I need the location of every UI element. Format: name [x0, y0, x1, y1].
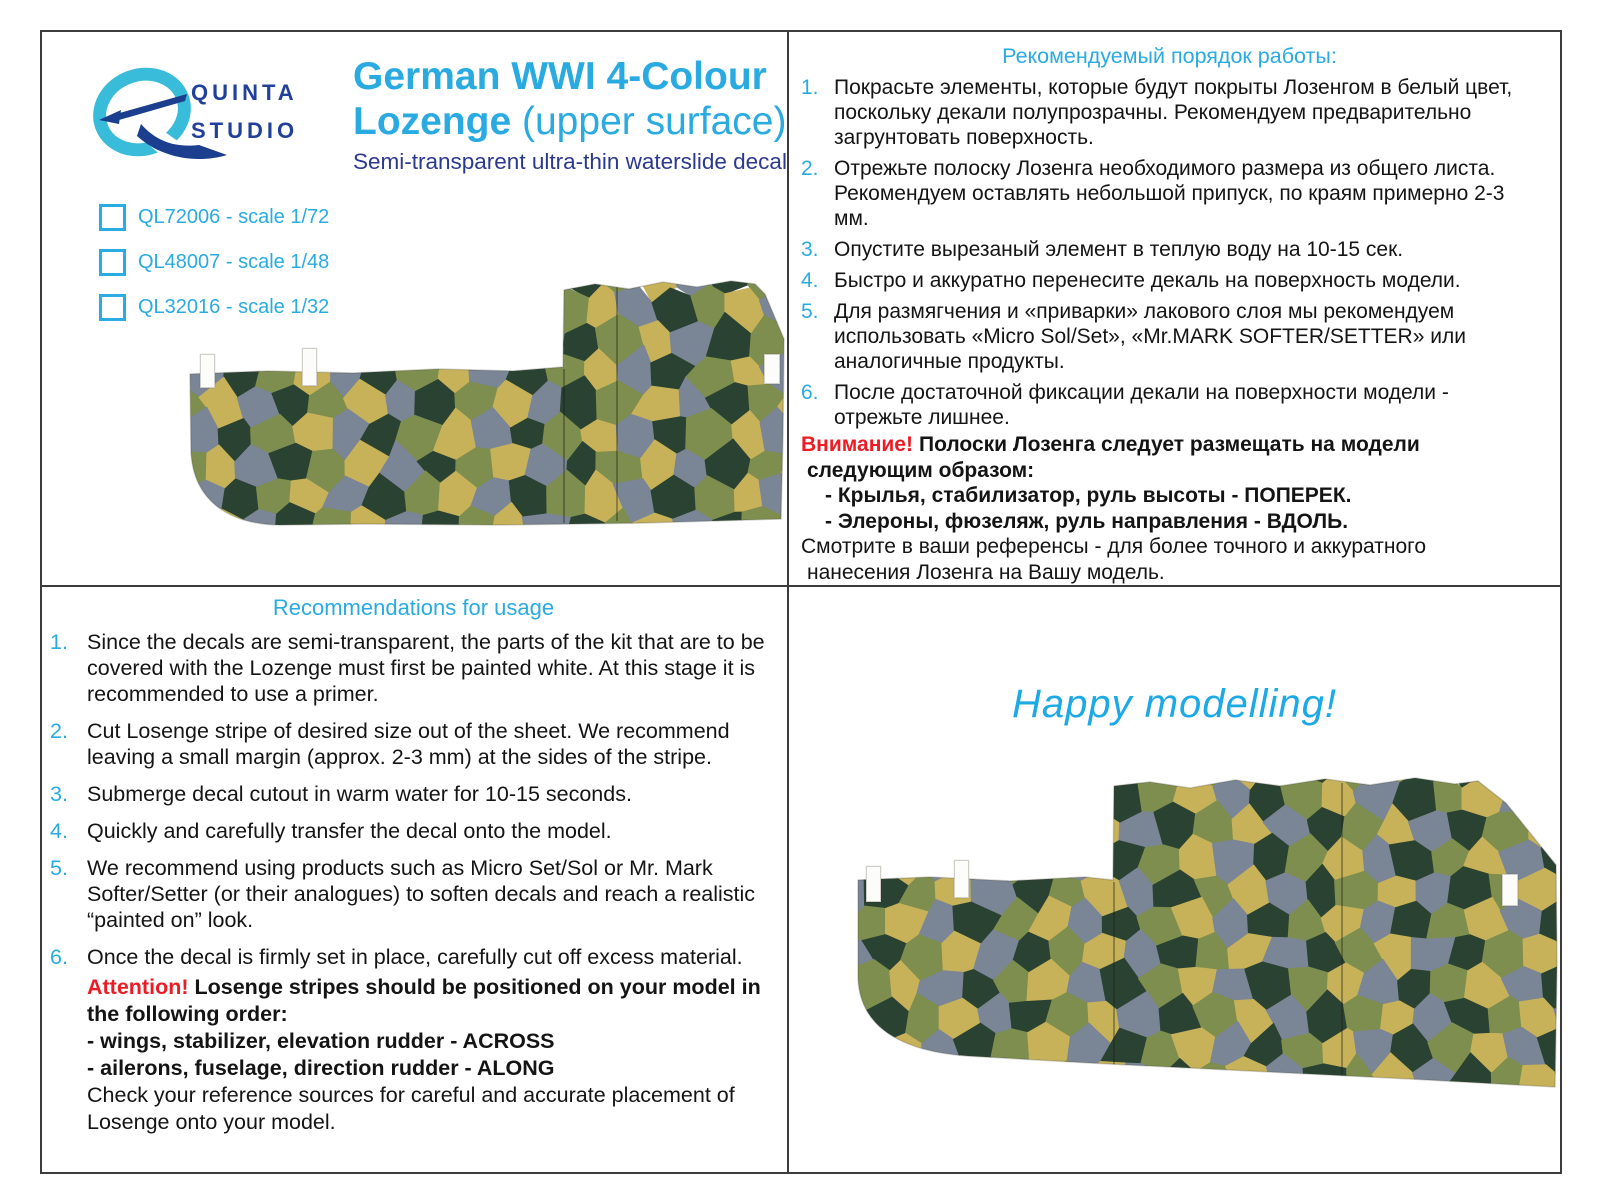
- item-number: 2.: [50, 719, 68, 743]
- product-variant-row: [99, 249, 329, 276]
- logo-arrow-shaft: [109, 94, 187, 120]
- hanging-tab: [302, 348, 317, 386]
- product-title-block: [353, 54, 787, 177]
- checkbox-icon: [99, 249, 126, 276]
- attention-label: Внимание!: [801, 433, 913, 456]
- item-text: Быстро и аккуратно перенесите декаль на поверхность модели.: [834, 269, 1461, 292]
- attention-bullet: - wings, stabilizer, elevation rudder - ACROSS: [87, 1029, 555, 1053]
- attention-note: нанесения Лозенга на Вашу модель.: [807, 560, 1165, 584]
- item-number: 1.: [801, 76, 819, 99]
- item-text: Once the decal is firmly set in place, carefully cut off excess material.: [87, 945, 743, 969]
- product-variant-label: QL72006 - scale 1/72: [138, 206, 330, 228]
- hanging-tab: [200, 354, 215, 388]
- attention-note: Смотрите в ваши референсы - для более точного и аккуратного: [801, 535, 1426, 558]
- english-attention-block: [50, 974, 777, 1136]
- item-number: 1.: [50, 630, 68, 654]
- item-text: Cut Losenge stripe of desired size out of the sheet. We recommend leaving a small margin (approx. 2-3 mm) at the sides of the stripe.: [87, 719, 730, 769]
- list-item: [50, 944, 777, 970]
- list-item: [801, 268, 1538, 293]
- product-variant-label: QL32016 - scale 1/32: [138, 296, 330, 318]
- item-number: 6.: [801, 381, 819, 404]
- item-number: 4.: [801, 269, 819, 292]
- product-title-line1: German WWI 4-Colour: [353, 55, 767, 98]
- product-title-line2: [353, 99, 787, 144]
- attention-note: Check your reference sources for careful and accurate placement of Losenge onto your model.: [87, 1083, 735, 1134]
- quinta-studio-logo: [85, 58, 300, 170]
- list-item: [801, 237, 1538, 262]
- english-instructions: [42, 587, 787, 1172]
- lozenge-decal-sheet-photo: [183, 277, 787, 529]
- item-text: Since the decals are semi-transparent, the parts of the kit that are to be covered with the Lozenge must first be painted white. At this stage it is recommended to use a primer.: [87, 630, 765, 706]
- item-number: 2.: [801, 157, 819, 180]
- hanging-tab: [764, 354, 780, 384]
- item-number: 3.: [50, 782, 68, 806]
- attention-line: [87, 974, 777, 1028]
- item-text: После достаточной фиксации декали на поверхности модели - отрежьте лишнее.: [834, 381, 1449, 429]
- list-item: [50, 718, 777, 770]
- list-item: [801, 156, 1538, 231]
- list-item: [50, 629, 777, 707]
- item-number: 4.: [50, 819, 68, 843]
- list-item: [50, 855, 777, 933]
- lozenge-decal-sheet-photo: [850, 765, 1560, 1095]
- item-text: Опустите вырезаный элемент в теплую воду на 10-15 сек.: [834, 238, 1404, 261]
- russian-title: Рекомендуемый порядок работы:: [1002, 44, 1337, 68]
- list-item: [50, 781, 777, 807]
- item-number: 5.: [50, 856, 68, 880]
- item-number: 5.: [801, 300, 819, 323]
- attention-text: Losenge stripes should be positioned on your model in the following order:: [87, 975, 761, 1026]
- item-text: Отрежьте полоску Лозенга необходимого размера из общего листа. Рекомендуем оставлять небольшой припуск, по краям примерно 2-3 мм.: [834, 157, 1505, 230]
- list-item: [801, 75, 1538, 150]
- attention-text: Полоски Лозенга следует размещать на модели: [918, 433, 1420, 456]
- attention-label: Attention!: [87, 975, 189, 999]
- item-text: Submerge decal cutout in warm water for 10-15 seconds.: [87, 782, 632, 806]
- product-variant-label: QL48007 - scale 1/48: [138, 251, 330, 273]
- product-title-lozenge: Lozenge: [353, 100, 512, 143]
- attention-line: [801, 432, 1538, 458]
- russian-attention-block: [801, 432, 1538, 585]
- logo-text-line1: QUINTA: [191, 80, 298, 105]
- hanging-tab: [1502, 874, 1518, 906]
- product-subtitle: Semi-transparent ultra-thin waterslide decal: [353, 149, 787, 174]
- item-text: We recommend using products such as Micro Set/Sol or Mr. Mark Softer/Setter (or their analogues) to soften decals and reach a realistic “painted on” look.: [87, 856, 756, 932]
- list-item: [50, 818, 777, 844]
- instruction-sheet: [40, 30, 1562, 1174]
- attention-line: следующим образом:: [807, 458, 1035, 482]
- item-number: 3.: [801, 238, 819, 261]
- list-item: [801, 299, 1538, 374]
- russian-instructions: [789, 32, 1560, 585]
- attention-bullet: - ailerons, fuselage, direction rudder - ALONG: [87, 1056, 555, 1080]
- list-item: [801, 380, 1538, 430]
- english-title: Recommendations for usage: [272, 595, 555, 620]
- item-text: Quickly and carefully transfer the decal onto the model.: [87, 819, 612, 843]
- item-text: Для размягчения и «приварки» лакового слоя мы рекомендуем использовать «Micro Sol/Set», «Mr.MARK SOFTER/SETTER» или аналогичные продукты.: [834, 300, 1466, 373]
- attention-bullet: - Элероны, фюзеляж, руль направления - ВДОЛЬ.: [825, 509, 1349, 533]
- checkbox-icon: [99, 204, 126, 231]
- item-text: Покрасьте элементы, которые будут покрыты Лозенгом в белый цвет, поскольку декали полупрозрачны. Рекомендуем предварительно загрунтовать поверхность.: [834, 76, 1513, 149]
- hanging-tab: [954, 860, 969, 898]
- product-variant-row: [99, 204, 329, 231]
- product-title-surface: (upper surface): [511, 100, 787, 143]
- item-number: 6.: [50, 945, 68, 969]
- hanging-tab: [866, 866, 881, 902]
- happy-modelling-text: Happy modelling!: [1011, 682, 1338, 726]
- attention-bullet: - Крылья, стабилизатор, руль высоты - ПОПЕРЕК.: [825, 484, 1352, 507]
- logo-text-line2: STUDIO: [191, 118, 299, 143]
- checkbox-icon: [99, 294, 126, 321]
